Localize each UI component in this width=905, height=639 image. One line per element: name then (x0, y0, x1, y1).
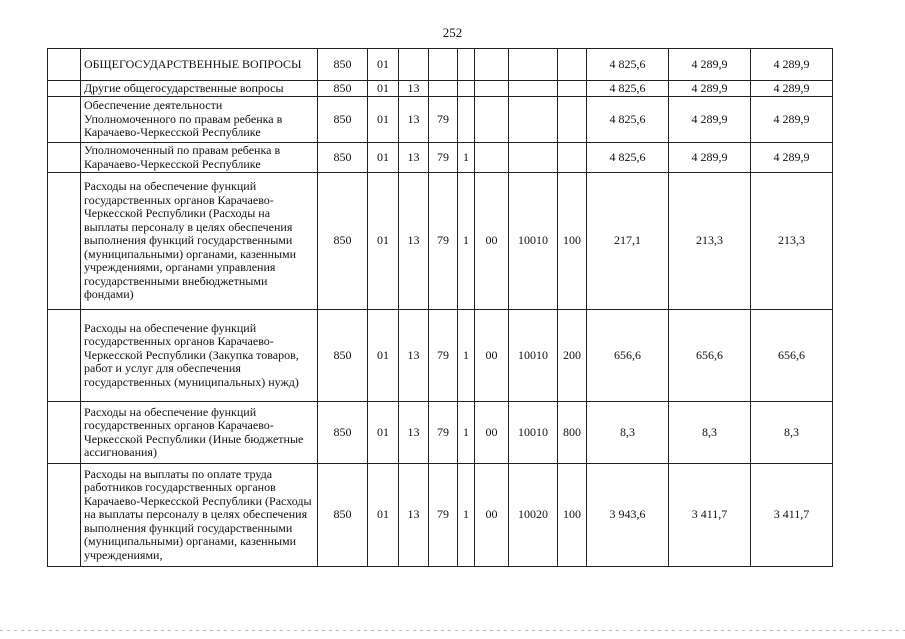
cell-rz: 01 (368, 464, 399, 567)
scan-edge-noise (0, 630, 905, 631)
cell-event (475, 143, 509, 173)
cell-gr: 850 (318, 173, 368, 310)
table-row (48, 49, 833, 81)
cell-gr: 850 (318, 402, 368, 464)
cell-gr: 850 (318, 81, 368, 97)
cell-sum-2: 4 289,9 (669, 97, 751, 143)
cell-program (429, 49, 458, 81)
cell-rz: 01 (368, 310, 399, 402)
cell-sum-2: 656,6 (669, 310, 751, 402)
cell-program (429, 81, 458, 97)
cell-vr (558, 81, 587, 97)
cell-sum-1: 3 943,6 (587, 464, 669, 567)
cell-sum-3: 656,6 (751, 310, 833, 402)
cell-vr: 200 (558, 310, 587, 402)
cell-event: 00 (475, 402, 509, 464)
cell-rz: 01 (368, 173, 399, 310)
cell-rz: 01 (368, 402, 399, 464)
budget-table (47, 48, 833, 567)
cell-direction: 10010 (509, 402, 558, 464)
empty-lead-cell (48, 81, 81, 97)
cell-event (475, 49, 509, 81)
cell-sum-1: 656,6 (587, 310, 669, 402)
cell-sum-2: 213,3 (669, 173, 751, 310)
row-name: Расходы на обеспечение функций государственных органов Карачаево-Черкесской Республики (Иные бюджетные ассигнования) (81, 402, 318, 464)
row-name: Обеспечение деятельности Уполномоченного по правам ребенка в Карачаево-Черкесской Республике (81, 97, 318, 143)
cell-sum-1: 8,3 (587, 402, 669, 464)
cell-sum-3: 3 411,7 (751, 464, 833, 567)
table-row (48, 143, 833, 173)
cell-direction (509, 97, 558, 143)
cell-sum-1: 4 825,6 (587, 49, 669, 81)
empty-lead-cell (48, 143, 81, 173)
cell-sum-3: 4 289,9 (751, 49, 833, 81)
cell-vr: 100 (558, 173, 587, 310)
cell-program: 79 (429, 173, 458, 310)
cell-subprogram: 1 (458, 143, 475, 173)
cell-gr: 850 (318, 143, 368, 173)
cell-sum-3: 4 289,9 (751, 81, 833, 97)
cell-sum-2: 4 289,9 (669, 49, 751, 81)
row-name: Расходы на выплаты по оплате труда работников государственных органов Карачаево-Черкесской Республики (Расходы на выплаты персоналу в целях обеспечения выполнения функций государственными (муниципальными) органами, казенными учреждениями, (81, 464, 318, 567)
cell-event: 00 (475, 310, 509, 402)
cell-pr (399, 49, 429, 81)
cell-gr: 850 (318, 464, 368, 567)
cell-subprogram: 1 (458, 402, 475, 464)
cell-subprogram (458, 81, 475, 97)
cell-subprogram: 1 (458, 173, 475, 310)
table-row (48, 97, 833, 143)
cell-program: 79 (429, 402, 458, 464)
cell-rz: 01 (368, 97, 399, 143)
cell-gr: 850 (318, 310, 368, 402)
cell-rz: 01 (368, 143, 399, 173)
cell-direction: 10010 (509, 310, 558, 402)
cell-sum-2: 4 289,9 (669, 81, 751, 97)
cell-direction (509, 81, 558, 97)
cell-vr (558, 49, 587, 81)
cell-pr: 13 (399, 173, 429, 310)
table-row (48, 464, 833, 567)
cell-sum-3: 4 289,9 (751, 143, 833, 173)
cell-vr: 800 (558, 402, 587, 464)
cell-vr (558, 97, 587, 143)
cell-sum-3: 8,3 (751, 402, 833, 464)
cell-subprogram (458, 49, 475, 81)
empty-lead-cell (48, 402, 81, 464)
cell-direction (509, 49, 558, 81)
cell-gr: 850 (318, 97, 368, 143)
empty-lead-cell (48, 97, 81, 143)
cell-sum-3: 213,3 (751, 173, 833, 310)
empty-lead-cell (48, 310, 81, 402)
cell-vr (558, 143, 587, 173)
cell-subprogram: 1 (458, 464, 475, 567)
cell-vr: 100 (558, 464, 587, 567)
cell-sum-1: 4 825,6 (587, 143, 669, 173)
cell-sum-2: 3 411,7 (669, 464, 751, 567)
cell-program: 79 (429, 143, 458, 173)
row-name: Расходы на обеспечение функций государственных органов Карачаево-Черкесской Республики (Закупка товаров, работ и услуг для обеспечения государственных (муниципальных) нужд) (81, 310, 318, 402)
cell-pr: 13 (399, 97, 429, 143)
cell-event: 00 (475, 173, 509, 310)
cell-sum-1: 4 825,6 (587, 97, 669, 143)
cell-program: 79 (429, 97, 458, 143)
cell-direction (509, 143, 558, 173)
cell-direction: 10020 (509, 464, 558, 567)
cell-pr: 13 (399, 81, 429, 97)
cell-pr: 13 (399, 402, 429, 464)
cell-event: 00 (475, 464, 509, 567)
row-name: Другие общегосударственные вопросы (81, 81, 318, 97)
cell-pr: 13 (399, 310, 429, 402)
cell-program: 79 (429, 310, 458, 402)
empty-lead-cell (48, 464, 81, 567)
cell-pr: 13 (399, 143, 429, 173)
row-name: Уполномоченный по правам ребенка в Карачаево-Черкесской Республике (81, 143, 318, 173)
cell-direction: 10010 (509, 173, 558, 310)
row-name: Расходы на обеспечение функций государственных органов Карачаево-Черкесской Республики (Расходы на выплаты персоналу в целях обеспечения выполнения функций государственными (муниципальными) органами, казенными учреждениями, органами управления государственными внебюджетными фондами) (81, 173, 318, 310)
cell-subprogram: 1 (458, 310, 475, 402)
cell-rz: 01 (368, 81, 399, 97)
table-row (48, 81, 833, 97)
cell-sum-2: 8,3 (669, 402, 751, 464)
cell-gr: 850 (318, 49, 368, 81)
cell-sum-1: 4 825,6 (587, 81, 669, 97)
table-row (48, 402, 833, 464)
cell-sum-1: 217,1 (587, 173, 669, 310)
cell-sum-2: 4 289,9 (669, 143, 751, 173)
empty-lead-cell (48, 49, 81, 81)
empty-lead-cell (48, 173, 81, 310)
cell-event (475, 97, 509, 143)
cell-program: 79 (429, 464, 458, 567)
cell-event (475, 81, 509, 97)
cell-sum-3: 4 289,9 (751, 97, 833, 143)
table-row (48, 173, 833, 310)
row-name: ОБЩЕГОСУДАРСТВЕННЫЕ ВОПРОСЫ (81, 49, 318, 81)
page-number: 252 (442, 25, 463, 40)
cell-rz: 01 (368, 49, 399, 81)
table-row (48, 310, 833, 402)
cell-pr: 13 (399, 464, 429, 567)
cell-subprogram (458, 97, 475, 143)
